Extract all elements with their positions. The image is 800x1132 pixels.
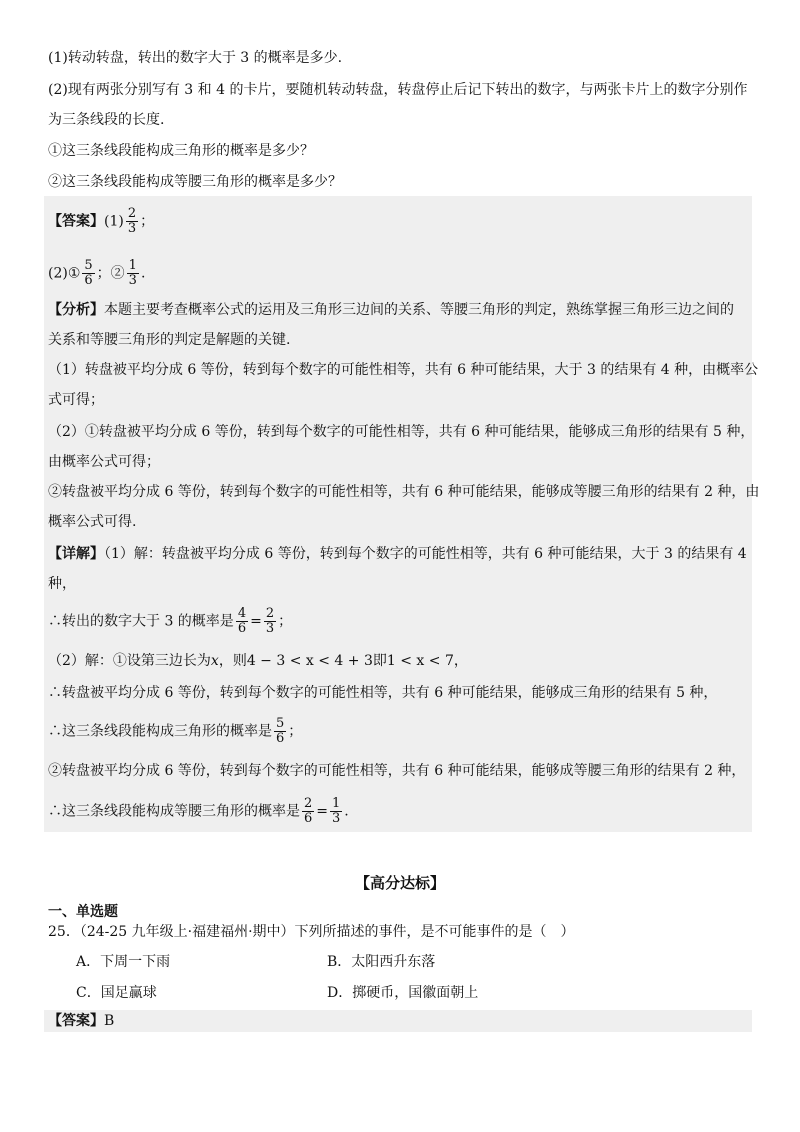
answer-1-fraction	[126, 207, 138, 236]
q25-answer-background	[44, 1010, 752, 1032]
analysis-label: 【分析】	[48, 302, 104, 318]
detail-line-8	[48, 797, 349, 826]
analysis-line-4: 式可得；	[48, 392, 104, 408]
detail-3-prefix: ∴转出的数字大于 3 的概率是	[48, 613, 234, 630]
detail-4-then: ，则	[218, 653, 247, 669]
fraction-numerator: 4	[237, 606, 247, 621]
question-part-2-line-2: 为三条线段的长度.	[48, 112, 165, 128]
detail-3-fraction-2	[264, 607, 276, 636]
detail-6-suffix: ；	[288, 723, 303, 740]
detail-line-2: 种，	[48, 576, 76, 592]
answer-2-fraction-1	[82, 259, 94, 288]
section-subtitle: 一、单选题	[48, 904, 118, 920]
fraction-denominator: 6	[304, 811, 313, 826]
inequality-2: 1 < x < 7	[386, 653, 454, 669]
analysis-line-6: 由概率公式可得；	[48, 454, 160, 470]
q25-answer-value: B	[104, 1013, 115, 1029]
fraction-denominator: 3	[332, 811, 341, 826]
detail-4-prefix: （2）解：①设第三边长为	[48, 653, 211, 669]
variable-x: x	[210, 653, 219, 669]
detail-line-4	[48, 651, 468, 671]
detail-8-fraction-2	[330, 797, 342, 826]
fraction-denominator: 3	[265, 621, 275, 636]
section-title: 【高分达标】	[354, 874, 445, 892]
fraction-numerator: 2	[265, 606, 275, 621]
q25-answer-line	[48, 1011, 114, 1031]
equals-sign: =	[250, 613, 262, 630]
detail-8-fraction-1	[302, 797, 314, 826]
q25-answer-label: 【答案】	[48, 1013, 104, 1029]
fraction-denominator: 6	[276, 731, 285, 746]
analysis-text-1: 本题主要考查概率公式的运用及三角形三边间的关系、等腰三角形的判定，熟练掌握三角形三边之间的	[104, 302, 734, 318]
question-part-2-i: ①这三条线段能构成三角形的概率是多少？	[48, 143, 314, 159]
detail-4-ji: 即	[372, 653, 387, 669]
detail-line-7: ②转盘被平均分成 6 等份，转到每个数字的可能性相等，共有 6 种可能结果，能够成等腰三角形的结果有 2 种，	[48, 763, 746, 779]
detail-3-fraction-1	[236, 607, 248, 636]
answer-line-1	[48, 207, 154, 236]
detail-6-prefix: ∴这三条线段能构成三角形的概率是	[48, 723, 272, 740]
fraction-denominator: 6	[84, 273, 93, 288]
analysis-line-5: （2）①转盘被平均分成 6 等份，转到每个数字的可能性相等，共有 6 种可能结果，能够成三角形的结果有 5 种，	[48, 424, 755, 440]
detail-8-suffix: .	[344, 803, 349, 820]
fraction-denominator: 3	[128, 273, 137, 288]
fraction-numerator: 1	[332, 796, 341, 811]
detail-line-3	[48, 607, 292, 636]
option-b: B．太阳西升东落	[327, 954, 436, 970]
answer-1-suffix: ；	[140, 213, 155, 230]
answer-label: 【答案】	[48, 213, 104, 230]
fraction-numerator: 5	[84, 258, 93, 273]
fraction-denominator: 3	[127, 221, 137, 236]
answer-2-fraction-2	[127, 259, 139, 288]
answer-line-2	[48, 259, 145, 288]
detail-4-suffix: ，	[453, 653, 468, 669]
detail-label: 【详解】	[48, 546, 104, 562]
fraction-denominator: 6	[237, 621, 247, 636]
fraction-numerator: 1	[128, 258, 137, 273]
option-d: D．掷硬币，国徽面朝上	[327, 985, 479, 1001]
detail-line-6	[48, 717, 302, 746]
fraction-numerator: 5	[276, 716, 285, 731]
fraction-numerator: 2	[127, 206, 137, 221]
question-25-stem: 25．（24-25 九年级上·福建福州·期中）下列所描述的事件，是不可能事件的是（ ）	[48, 924, 575, 940]
analysis-line-1	[48, 300, 734, 320]
equals-sign: =	[316, 803, 329, 820]
question-part-1: (1)转动转盘，转出的数字大于 3 的概率是多少.	[48, 50, 343, 66]
detail-text-1: （1）解：转盘被平均分成 6 等份，转到每个数字的可能性相等，共有 6 种可能结果，大于 3 的结果有 4	[104, 546, 747, 562]
detail-8-prefix: ∴这三条线段能构成等腰三角形的概率是	[48, 803, 300, 820]
analysis-line-7: ②转盘被平均分成 6 等份，转到每个数字的可能性相等，共有 6 种可能结果，能够成等腰三角形的结果有 2 种，由	[48, 484, 760, 500]
option-c: C．国足赢球	[76, 985, 157, 1001]
inequality-1: 4 − 3 < x < 4 + 3	[246, 653, 373, 669]
fraction-numerator: 2	[304, 796, 313, 811]
answer-2-mid: ；②	[96, 265, 125, 282]
question-part-2-line-1: (2)现有两张分别写有 3 和 4 的卡片，要随机转动转盘，转盘停止后记下转出的数字，与两张卡片上的数字分别作	[48, 82, 748, 98]
detail-line-1	[48, 544, 747, 564]
detail-6-fraction	[274, 717, 286, 746]
answer-1-prefix: (1)	[104, 213, 124, 230]
analysis-line-2: 关系和等腰三角形的判定是解题的关键.	[48, 332, 291, 348]
analysis-line-8: 概率公式可得.	[48, 514, 137, 530]
answer-2-prefix: (2)①	[48, 265, 81, 282]
option-a: A．下周一下雨	[76, 954, 171, 970]
question-part-2-ii: ②这三条线段能构成等腰三角形的概率是多少？	[48, 174, 342, 190]
analysis-line-3: （1）转盘被平均分成 6 等份，转到每个数字的可能性相等，共有 6 种可能结果，大于 3 的结果有 4 种，由概率公	[48, 362, 759, 378]
answer-2-suffix: .	[140, 265, 146, 282]
detail-3-suffix: ；	[278, 613, 293, 630]
detail-line-5: ∴转盘被平均分成 6 等份，转到每个数字的可能性相等，共有 6 种可能结果，能够成三角形的结果有 5 种，	[48, 685, 718, 701]
